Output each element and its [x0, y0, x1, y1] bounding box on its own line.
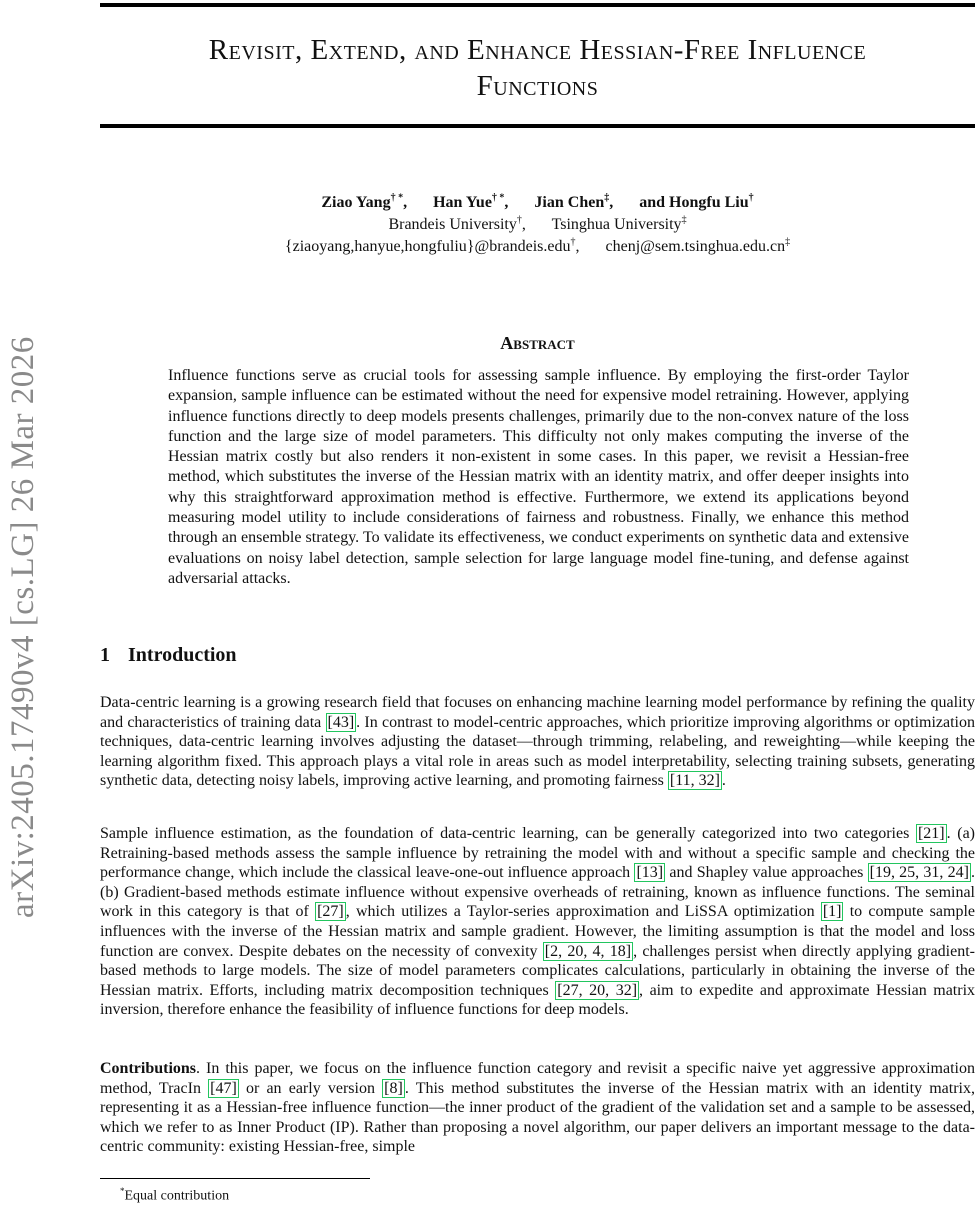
citation-link[interactable]: [47]	[210, 1079, 237, 1097]
author-3-mark: ‡	[604, 192, 610, 204]
author-1-mark: † *	[390, 192, 404, 204]
email-1-mark: †	[570, 236, 576, 248]
citation-link[interactable]: [21]	[917, 825, 945, 842]
author-1: Ziao Yang	[321, 194, 391, 211]
text-run: , aim to expedite and approximate Hessian matrix inversion, therefore enhance the feasibility of influence functions for deep models.	[100, 981, 975, 1019]
author-affiliations: Brandeis University†, Tsinghua University‡	[388, 214, 687, 233]
text-run: , challenges persist when directly applying gradient-based methods to large models. The size of model parameters complicates calculations, particularly in obtaining the inverse of the Hessian matrix. Efforts, including matrix decomposition techniques	[100, 942, 975, 999]
arxiv-identifier: arXiv:2405.17490v4 [cs.LG] 26 Mar 2026	[5, 336, 41, 918]
text-run: . This method substitutes the inverse of the Hessian matrix with an identity matrix, representing it as a Hessian-free influence function—the inner product of the gradient of the validation set and a sample to be assessed, which we refer to as Inner Product (IP). Rather than proposing a novel algorithm, our paper delivers an important message to the data-centric community: existing Hessian-free, simple	[100, 1079, 975, 1156]
author-names: Ziao Yang† *, Han Yue† *, Jian Chen‡, and Hongfu Liu†	[321, 192, 754, 211]
paper-title	[100, 32, 975, 104]
affiliation-2: Tsinghua University	[551, 216, 682, 233]
text-run: or an early version	[238, 1079, 383, 1097]
author-4: and Hongfu Liu	[639, 194, 749, 211]
intro-paragraph-1	[100, 693, 975, 791]
email-2-mark: ‡	[785, 236, 791, 248]
email-2[interactable]: chenj@sem.tsinghua.edu.cn	[605, 238, 786, 255]
title-rule-bottom	[100, 124, 975, 128]
text-run: . In this paper, we focus on the influence function category and revisit a specific naive yet aggressive approximation method, TracIn	[100, 1060, 975, 1097]
title-line-1: Revisit, Extend, and Enhance Hessian-Free Influence	[208, 34, 867, 66]
email-1[interactable]: {ziaoyang,hanyue,hongfuliu}@brandeis.edu	[284, 238, 571, 255]
citation-link[interactable]: [27]	[317, 903, 344, 921]
text-run: Sample influence estimation, as the foundation of data-centric learning, can be generally categorized into two categories	[100, 825, 916, 842]
text-run: .	[721, 772, 726, 790]
footnote-text: Equal contribution	[124, 1188, 230, 1204]
author-3: Jian Chen	[534, 194, 605, 211]
text-run: . In contrast to model-centric approaches, which prioritize improving algorithms or optimization techniques, data-centric learning involves adjusting the dataset—through trimming, relabeling, and reweighting—while keeping the learning algorithm fixed. This approach plays a vital role in areas such as model interpretability, selecting training subsets, generating synthetic data, detecting noisy labels, improving active learning, and promoting fairness	[100, 713, 975, 790]
footnote	[120, 1182, 229, 1206]
citation-link[interactable]: [27, 20, 32]	[557, 981, 638, 999]
citation-link[interactable]: [1]	[822, 903, 842, 921]
intro-paragraph-2	[100, 824, 975, 1020]
text-run: . (a) Retraining-based methods assess the sample influence by retraining the model with and without a specific sample and checking the performance change, which include the classical leave-one-out influence approach	[100, 825, 975, 882]
text-run: to compute sample influences with the inverse of the Hessian matrix and sample gradient. However, the limiting assumption is that the model and loss function are convex. Despite debates on the necessity of convexity	[100, 903, 975, 960]
citation-link[interactable]: [13]	[636, 864, 664, 882]
citation-link[interactable]: [43]	[327, 713, 355, 731]
text-run: Data-centric learning is a growing research field that focuses on enhancing machine learning model performance by refining the quality and characteristics of training data	[100, 694, 975, 731]
section-title: Introduction	[128, 644, 237, 666]
section-number: 1	[100, 644, 110, 666]
abstract-heading: Abstract	[500, 333, 575, 353]
affiliation-1: Brandeis University	[388, 216, 517, 233]
footnote-mark: *	[120, 1186, 125, 1196]
author-2-mark: † *	[491, 192, 505, 204]
text-run: and Shapley value approaches	[665, 864, 868, 882]
footnote-rule	[100, 1178, 370, 1179]
title-rule-top	[100, 3, 975, 7]
author-4-mark: †	[748, 192, 754, 204]
citation-link[interactable]: [8]	[384, 1079, 403, 1097]
text-run: , which utilizes a Taylor-series approximation and LiSSA optimization	[345, 903, 821, 921]
text-run: . (b) Gradient-based methods estimate influence without expensive overheads of retraining, known as influence functions. The seminal work in this category is that of	[100, 864, 975, 921]
citation-link[interactable]: [11, 32]	[669, 772, 720, 790]
citation-link[interactable]: [2, 20, 4, 18]	[544, 942, 632, 960]
contributions-lead: Contributions	[100, 1060, 197, 1077]
abstract-text: Influence functions serve as crucial tools for assessing sample influence. By employing the first-order Taylor expansion, sample influence can be estimated without the need for expensive model retraining. However, applying influence functions directly to deep models presents challenges, primarily due to the non-convex nature of the loss function and the large size of model parameters. This difficulty not only makes computing the inverse of the Hessian matrix costly but also renders it non-existent in some cases. In this paper, we revisit a Hessian-free method, which substitutes the inverse of the Hessian matrix with an identity matrix, and offer deeper insights into why this straightforward approximation method is effective. Furthermore, we extend its applications beyond measuring model utility to include considerations of fairness and robustness. Finally, we enhance this method through an ensemble strategy. To validate its effectiveness, we conduct experiments on synthetic data and extensive evaluations on noisy label detection, sample selection for large language model fine-tuning, and defense against adversarial attacks.	[168, 367, 909, 587]
citation-link[interactable]: [19, 25, 31, 24]	[869, 864, 970, 882]
author-block	[100, 192, 975, 258]
section-heading	[100, 644, 237, 667]
affiliation-1-mark: †	[516, 214, 522, 226]
affiliation-2-mark: ‡	[681, 214, 687, 226]
contributions-paragraph	[100, 1059, 975, 1157]
author-emails: {ziaoyang,hanyue,hongfuliu}@brandeis.edu†, chenj@sem.tsinghua.edu.cn‡	[284, 236, 791, 255]
title-line-2: Functions	[476, 70, 599, 102]
author-2: Han Yue	[433, 194, 492, 211]
